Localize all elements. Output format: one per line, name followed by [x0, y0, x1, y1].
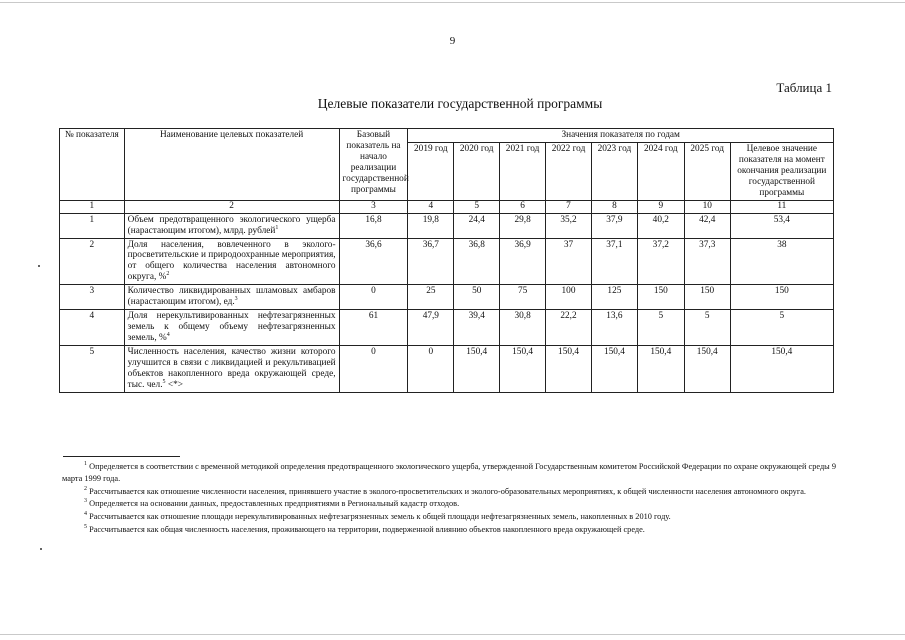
table-row	[60, 310, 834, 346]
row-year-value: 150,4	[684, 346, 730, 393]
row-name: Объем предотвращенного экологического ущерба (нарастающим итогом), млрд. рублей	[127, 214, 336, 236]
row-name-suffix: <*>	[165, 380, 183, 391]
targets-table	[59, 128, 834, 393]
row-year-value: 37,9	[591, 213, 637, 238]
header-year-2020: 2020 год	[454, 142, 500, 200]
column-number: 11	[730, 200, 833, 213]
footnote-text: Определяется на основании данных, предоставленных предприятиями в Региональный кадастр отходов.	[89, 499, 460, 509]
footnote-mark: 3	[84, 498, 87, 505]
row-base-value: 0	[339, 285, 408, 310]
footnote-ref: 5	[162, 379, 166, 386]
row-name: Доля нерекультивированных нефтезагрязненных земель к общему объему нефтезагрязненных земель, %	[127, 311, 336, 344]
row-year-value: 39,4	[454, 310, 500, 346]
page-number: 9	[449, 35, 456, 47]
row-target-value: 38	[730, 238, 833, 285]
column-number: 6	[500, 200, 546, 213]
row-target-value: 150	[730, 285, 833, 310]
footnote-divider	[63, 456, 180, 457]
row-name-cell	[124, 285, 339, 310]
row-year-value: 150	[637, 285, 684, 310]
footnote	[62, 498, 836, 510]
table-label: Таблица 1	[776, 80, 832, 95]
row-name: Доля населения, вовлеченного в эколого-просветительские и природоохранные мероприятия, от общего количества населения автономного округа, %	[127, 239, 336, 283]
row-year-value: 19,8	[408, 213, 454, 238]
row-year-value: 29,8	[500, 213, 546, 238]
footnote	[62, 524, 836, 536]
row-num: 2	[60, 238, 125, 285]
row-year-value: 36,9	[500, 238, 546, 285]
column-number: 3	[339, 200, 408, 213]
row-name-cell	[124, 310, 339, 346]
header-year-2025: 2025 год	[684, 142, 730, 200]
footnote	[62, 461, 836, 485]
row-target-value: 5	[730, 310, 833, 346]
footnote-ref: 3	[234, 296, 238, 303]
footnote-text: Рассчитывается как отношение площади нерекультивированных нефтезагрязненных земель к общей площади нефтезагрязненных земель, накопленных в 2010 году.	[89, 512, 671, 522]
header-target: Целевое значение показателя на момент окончания реализации государственной программы	[730, 142, 833, 200]
row-year-value: 37,1	[591, 238, 637, 285]
header-year-2024: 2024 год	[637, 142, 684, 200]
row-year-value: 150,4	[591, 346, 637, 393]
header-name: Наименование целевых показателей	[124, 129, 339, 201]
footnote	[62, 511, 836, 523]
row-year-value: 75	[500, 285, 546, 310]
row-year-value: 0	[408, 346, 454, 393]
document-title: Целевые показатели государственной программы	[317, 96, 603, 111]
scan-edge-bottom	[0, 634, 905, 635]
scan-speck	[38, 265, 40, 267]
row-base-value: 36,6	[339, 238, 408, 285]
header-year-2022: 2022 год	[546, 142, 592, 200]
row-year-value: 37	[546, 238, 592, 285]
row-year-value: 40,2	[637, 213, 684, 238]
scan-edge-top	[0, 2, 905, 3]
table-row	[60, 285, 834, 310]
column-number-row	[60, 200, 834, 213]
column-number: 7	[546, 200, 592, 213]
footnote-ref: 2	[166, 271, 170, 278]
footnote-text: Рассчитывается как общая численность населения, проживающего на территории, подверженной влиянию объектов накопленного вреда окружающей среде.	[89, 524, 645, 534]
row-year-value: 150,4	[546, 346, 592, 393]
row-year-value: 42,4	[684, 213, 730, 238]
footnote-text: Рассчитывается как отношение численности населения, принявшего участие в эколого-просветительских и эколого-образовательных мероприятиях, к общей численности населения автономного округа.	[89, 486, 806, 496]
scan-speck	[40, 548, 42, 550]
row-year-value: 150,4	[454, 346, 500, 393]
row-base-value: 61	[339, 310, 408, 346]
row-year-value: 36,7	[408, 238, 454, 285]
footnote-mark: 5	[84, 524, 87, 531]
row-year-value: 47,9	[408, 310, 454, 346]
column-number: 9	[637, 200, 684, 213]
row-num: 4	[60, 310, 125, 346]
row-year-value: 5	[637, 310, 684, 346]
row-name-cell	[124, 213, 339, 238]
table-row	[60, 346, 834, 393]
column-number: 5	[454, 200, 500, 213]
header-year-2023: 2023 год	[591, 142, 637, 200]
header-num: № показателя	[60, 129, 125, 201]
header-values-by-year: Значения показателя по годам	[408, 129, 834, 143]
column-number: 4	[408, 200, 454, 213]
row-base-value: 16,8	[339, 213, 408, 238]
row-year-value: 50	[454, 285, 500, 310]
footnote	[62, 486, 836, 498]
row-name: Численность населения, качество жизни которого улучшится в связи с ликвидацией и рекультивацией объектов накопленного вреда окружающей среде, тыс. чел.	[127, 347, 336, 391]
row-year-value: 30,8	[500, 310, 546, 346]
table-row	[60, 213, 834, 238]
footnote-text: Определяется в соответствии с временной методикой определения предотвращенного экологического ущерба, утвержденной Государственным комитетом Российской Федерации по охране окружающей среды 9 марта 1999 года.	[62, 462, 836, 483]
header-year-2019: 2019 год	[408, 142, 454, 200]
row-target-value: 53,4	[730, 213, 833, 238]
row-year-value: 150,4	[637, 346, 684, 393]
row-year-value: 24,4	[454, 213, 500, 238]
row-target-value: 150,4	[730, 346, 833, 393]
header-base: Базовый показатель на начало реализации государственной программы	[339, 129, 408, 201]
footnote-mark: 4	[84, 511, 87, 518]
row-year-value: 25	[408, 285, 454, 310]
row-year-value: 35,2	[546, 213, 592, 238]
row-num: 3	[60, 285, 125, 310]
row-name: Количество ликвидированных шламовых амбаров (нарастающим итогом), ед.	[127, 286, 336, 308]
table-row	[60, 238, 834, 285]
header-year-2021: 2021 год	[500, 142, 546, 200]
row-num: 1	[60, 213, 125, 238]
row-num: 5	[60, 346, 125, 393]
row-year-value: 125	[591, 285, 637, 310]
footnote-mark: 1	[84, 461, 87, 468]
column-number: 2	[124, 200, 339, 213]
row-year-value: 100	[546, 285, 592, 310]
footnotes	[62, 461, 836, 536]
row-year-value: 22,2	[546, 310, 592, 346]
row-year-value: 5	[684, 310, 730, 346]
row-name-cell	[124, 346, 339, 393]
column-number: 1	[60, 200, 125, 213]
row-name-cell	[124, 238, 339, 285]
row-year-value: 36,8	[454, 238, 500, 285]
row-year-value: 37,2	[637, 238, 684, 285]
column-number: 8	[591, 200, 637, 213]
row-year-value: 150	[684, 285, 730, 310]
footnote-ref: 4	[166, 332, 170, 339]
row-year-value: 150,4	[500, 346, 546, 393]
row-base-value: 0	[339, 346, 408, 393]
footnote-mark: 2	[84, 485, 87, 492]
row-year-value: 37,3	[684, 238, 730, 285]
row-year-value: 13,6	[591, 310, 637, 346]
column-number: 10	[684, 200, 730, 213]
footnote-ref: 1	[275, 224, 279, 231]
